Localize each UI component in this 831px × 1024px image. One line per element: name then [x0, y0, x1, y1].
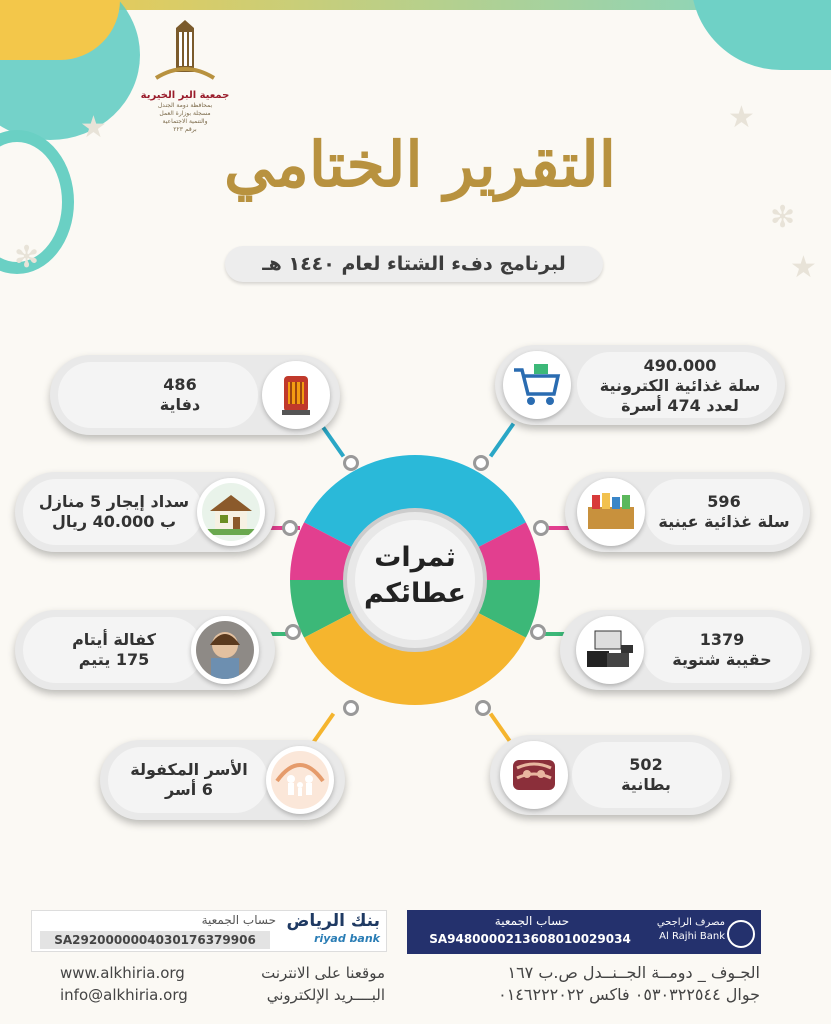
organization-detail: والتنمية الاجتماعية [162, 118, 208, 125]
organization-logo [140, 20, 230, 134]
address: الجـوف _ دومــة الجــنــدل ص.ب ١٦٧ [507, 963, 760, 982]
star-icon: ★ [790, 250, 817, 285]
organization-detail: برقم ٢٢٣ [173, 126, 197, 133]
stat-label: بطانية [621, 775, 671, 794]
stat-label: حقيبة شتوية [672, 650, 772, 669]
house-icon [197, 478, 265, 546]
website-label: موقعنا على الانترنت [261, 964, 385, 982]
connector-dot [475, 700, 491, 716]
stat-value: 6 أسر [165, 780, 213, 799]
family-icon [266, 746, 334, 814]
stat-card-blanket [490, 735, 730, 815]
connector-dot [530, 624, 546, 640]
shopping-cart-icon [503, 351, 571, 419]
center-caption [350, 540, 480, 612]
stat-label: كفالة أيتام [72, 630, 156, 649]
bank-name-en: riyad bank [314, 932, 380, 945]
contact-links [60, 962, 210, 1006]
address-block [400, 962, 760, 1006]
stat-value: 596 [707, 492, 741, 511]
center-caption-line: ثمرات [374, 542, 456, 573]
organization-detail: بمحافظة دومة الجندل [157, 102, 213, 109]
stat-value: 490.000 [643, 356, 717, 375]
iban-number: SA9480000213608010029034 [429, 932, 631, 946]
bank-name-en: Al Rajhi Bank [659, 931, 725, 942]
connector-dot [533, 520, 549, 536]
child-icon [191, 616, 259, 684]
stat-label: دفاية [159, 395, 201, 414]
stat-card-e-basket [495, 345, 785, 425]
iban-number: SA2920000004030176379906 [40, 931, 270, 949]
stat-value: ب 40.000 ريال [51, 512, 177, 531]
phone-fax: جوال ٠٥٣٠٣٢٢٥٤٤ فاكس ٠١٤٦٢٢٢٠٢٢ [498, 985, 760, 1004]
account-label: حساب الجمعية [494, 914, 570, 928]
bank-name-ar: مصرف الراجحي [656, 917, 725, 928]
connector-dot [343, 455, 359, 471]
organization-detail: مسجلة بوزارة العمل [159, 110, 211, 117]
heater-icon [262, 361, 330, 429]
stat-card-rent [15, 472, 275, 552]
stat-card-orphans [15, 610, 275, 690]
connector-dot [343, 700, 359, 716]
stat-value: 175 يتيم [78, 650, 150, 669]
star-icon: ★ [80, 110, 107, 145]
connector-dot [282, 520, 298, 536]
winter-bag-icon [576, 616, 644, 684]
stat-card-families [100, 740, 345, 820]
bank-name [635, 916, 725, 944]
center-caption-line: عطائكم [364, 578, 466, 609]
organization-name: جمعية البر الخيرية [140, 90, 230, 101]
stat-label: سلة غذائية عينية [658, 512, 790, 531]
page-subtitle: لبرنامج دفء الشتاء لعام ١٤٤٠ هـ [225, 246, 603, 282]
bank-name [280, 913, 380, 947]
stat-label: سداد إيجار 5 منازل [38, 492, 190, 511]
stat-card-winter-bag [560, 610, 810, 690]
page-title: التقرير الختامي [223, 128, 617, 201]
rajhi-bank-account [407, 910, 761, 954]
stat-label: سلة غذائية الكترونية [599, 376, 761, 395]
connector-line [489, 422, 515, 457]
email-label: البــــريد الإلكتروني [266, 986, 385, 1004]
connector-dot [285, 624, 301, 640]
bank-name-ar: بنك الرياض [286, 911, 380, 931]
stat-card-food-basket [565, 472, 810, 552]
account-label: حساب الجمعية [201, 913, 276, 927]
stat-value: 1379 [699, 630, 745, 649]
riyad-bank-account [31, 910, 387, 952]
blanket-icon [500, 741, 568, 809]
minaret-logo-icon [150, 20, 220, 90]
food-basket-icon [577, 478, 645, 546]
star-icon: ★ [728, 100, 755, 135]
contact-labels [210, 962, 385, 1006]
website-link[interactable]: www.alkhiria.org [60, 964, 185, 982]
rajhi-logo-icon [727, 920, 755, 948]
stat-card-heater [50, 355, 340, 435]
connector-dot [473, 455, 489, 471]
decorative-blob [691, 0, 831, 70]
stat-value: 502 [629, 755, 663, 774]
stat-value: 486 [163, 375, 197, 394]
snowflake-icon: ✻ [770, 200, 796, 235]
email-link[interactable]: info@alkhiria.org [60, 986, 188, 1004]
stat-sub: لعدد 474 أسرة [621, 396, 739, 415]
snowflake-icon: ✻ [14, 240, 40, 275]
stat-label: الأسر المكفولة [130, 760, 248, 779]
